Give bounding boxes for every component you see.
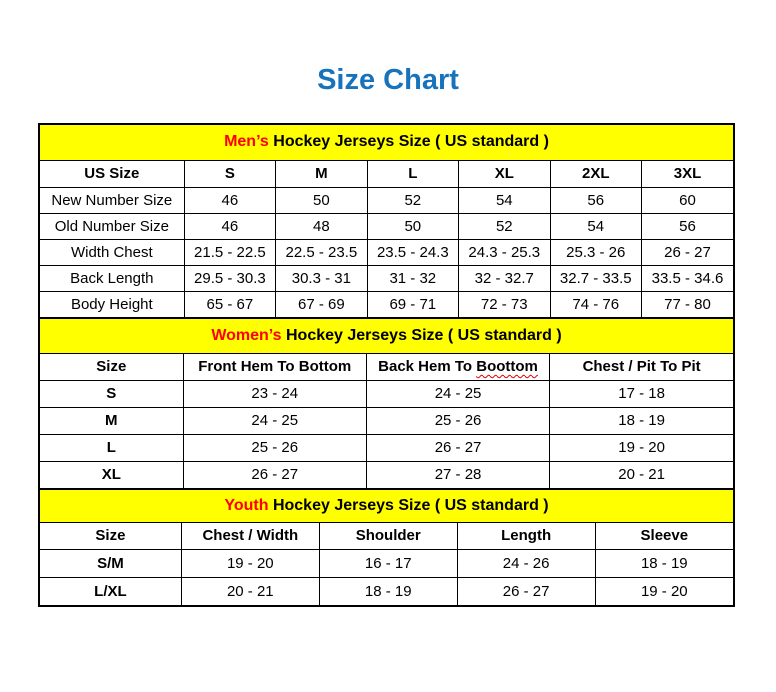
womens-section-row (40, 318, 733, 353)
size-value-cell: 18 - 19 (550, 407, 733, 434)
table-row (40, 291, 733, 317)
size-value-cell: 25 - 26 (183, 434, 366, 461)
size-value-cell: 33.5 - 34.6 (641, 265, 733, 291)
mens-header-row (40, 160, 733, 187)
size-value-cell: 24 - 25 (366, 380, 549, 407)
womens-section-header (40, 318, 733, 353)
column-header: US Size (40, 160, 184, 187)
size-value-cell: 26 - 27 (183, 461, 366, 488)
size-value-cell: 32 - 32.7 (459, 265, 550, 291)
size-value-cell: 17 - 18 (550, 380, 733, 407)
mens-size-table (40, 125, 733, 318)
size-value-cell: 65 - 67 (184, 291, 275, 317)
row-label: XL (40, 461, 183, 488)
size-value-cell: 67 - 69 (276, 291, 367, 317)
size-value-cell: 52 (459, 213, 550, 239)
size-value-cell: 26 - 27 (457, 577, 595, 605)
table-row (40, 265, 733, 291)
size-value-cell: 50 (276, 187, 367, 213)
row-label: S (40, 380, 183, 407)
size-value-cell: 52 (367, 187, 458, 213)
size-value-cell: 16 - 17 (319, 549, 457, 577)
table-row (40, 577, 733, 605)
column-header: Chest / Width (181, 522, 319, 549)
size-value-cell: 23 - 24 (183, 380, 366, 407)
column-header: XL (459, 160, 550, 187)
table-row (40, 434, 733, 461)
misspelled-word: Boottom (476, 358, 538, 375)
size-value-cell: 24.3 - 25.3 (459, 239, 550, 265)
table-row (40, 380, 733, 407)
size-value-cell: 26 - 27 (641, 239, 733, 265)
size-value-cell: 19 - 20 (595, 577, 733, 605)
size-value-cell: 18 - 19 (595, 549, 733, 577)
column-header: Size (40, 522, 181, 549)
size-value-cell: 54 (459, 187, 550, 213)
youth-section-highlight: Youth (224, 496, 269, 514)
size-value-cell: 60 (641, 187, 733, 213)
row-label: L (40, 434, 183, 461)
column-header: Sleeve (595, 522, 733, 549)
size-value-cell: 27 - 28 (366, 461, 549, 488)
row-label: S/M (40, 549, 181, 577)
size-value-cell: 31 - 32 (367, 265, 458, 291)
size-value-cell: 56 (641, 213, 733, 239)
youth-size-table (40, 489, 733, 606)
youth-section-title: Hockey Jerseys Size ( US standard ) (268, 496, 549, 514)
size-value-cell: 24 - 26 (457, 549, 595, 577)
size-value-cell: 50 (367, 213, 458, 239)
mens-section-title: Hockey Jerseys Size ( US standard ) (268, 133, 549, 151)
size-chart-tables (38, 123, 735, 607)
size-value-cell: 19 - 20 (181, 549, 319, 577)
womens-size-table (40, 318, 733, 489)
mens-section-row (40, 125, 733, 160)
size-value-cell: 72 - 73 (459, 291, 550, 317)
womens-header-row (40, 353, 733, 380)
table-row (40, 187, 733, 213)
size-value-cell: 25 - 26 (366, 407, 549, 434)
mens-section-header (40, 125, 733, 160)
size-value-cell: 29.5 - 30.3 (184, 265, 275, 291)
row-label: L/XL (40, 577, 181, 605)
size-value-cell: 20 - 21 (181, 577, 319, 605)
page-title: Size Chart (317, 64, 459, 96)
size-value-cell: 25.3 - 26 (550, 239, 641, 265)
size-value-cell: 74 - 76 (550, 291, 641, 317)
table-row (40, 213, 733, 239)
row-label: Body Height (40, 291, 184, 317)
row-label: New Number Size (40, 187, 184, 213)
column-header: 3XL (641, 160, 733, 187)
size-value-cell: 24 - 25 (183, 407, 366, 434)
column-header: Size (40, 353, 183, 380)
size-value-cell: 21.5 - 22.5 (184, 239, 275, 265)
womens-section-highlight: Women’s (211, 326, 282, 344)
womens-section-title: Hockey Jerseys Size ( US standard ) (281, 326, 562, 344)
size-value-cell: 30.3 - 31 (276, 265, 367, 291)
table-row (40, 549, 733, 577)
column-header: Length (457, 522, 595, 549)
size-value-cell: 22.5 - 23.5 (276, 239, 367, 265)
row-label: Width Chest (40, 239, 184, 265)
size-value-cell: 19 - 20 (550, 434, 733, 461)
row-label: M (40, 407, 183, 434)
column-header: S (184, 160, 275, 187)
row-label: Back Length (40, 265, 184, 291)
size-value-cell: 46 (184, 187, 275, 213)
size-value-cell: 69 - 71 (367, 291, 458, 317)
size-value-cell: 23.5 - 24.3 (367, 239, 458, 265)
youth-header-row (40, 522, 733, 549)
column-header-misspelled (366, 353, 549, 380)
column-header: M (276, 160, 367, 187)
size-value-cell: 56 (550, 187, 641, 213)
youth-section-header (40, 489, 733, 522)
table-row (40, 461, 733, 488)
column-header: Chest / Pit To Pit (550, 353, 733, 380)
size-value-cell: 54 (550, 213, 641, 239)
size-value-cell: 46 (184, 213, 275, 239)
size-value-cell: 26 - 27 (366, 434, 549, 461)
row-label: Old Number Size (40, 213, 184, 239)
column-header: Front Hem To Bottom (183, 353, 366, 380)
mens-section-highlight: Men’s (224, 133, 269, 151)
table-row (40, 407, 733, 434)
column-header: 2XL (550, 160, 641, 187)
size-value-cell: 18 - 19 (319, 577, 457, 605)
size-value-cell: 32.7 - 33.5 (550, 265, 641, 291)
column-header: L (367, 160, 458, 187)
column-header-text: Back Hem To (378, 358, 477, 375)
size-value-cell: 20 - 21 (550, 461, 733, 488)
size-value-cell: 77 - 80 (641, 291, 733, 317)
column-header: Shoulder (319, 522, 457, 549)
table-row (40, 239, 733, 265)
size-value-cell: 48 (276, 213, 367, 239)
youth-section-row (40, 489, 733, 522)
